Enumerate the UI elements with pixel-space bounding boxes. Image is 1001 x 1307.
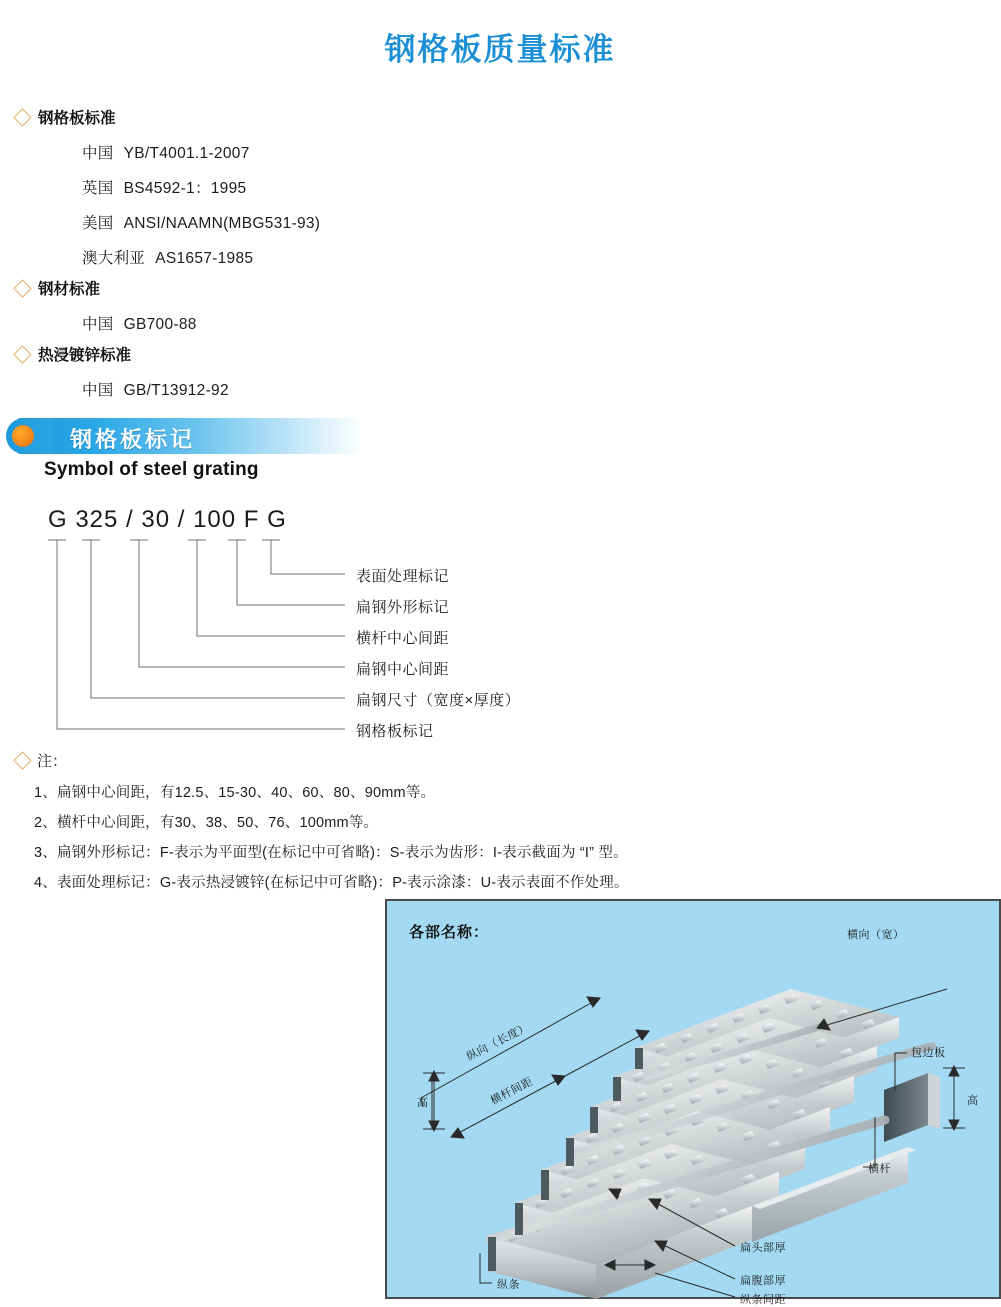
- note-line: 2、横杆中心间距，有30、38、50、76、100mm等。: [34, 815, 379, 831]
- symbol-label-bar-size: 扁钢尺寸（宽度×厚度）: [356, 692, 521, 709]
- standard-item: [82, 378, 320, 400]
- figure-label-crossbar: 横杆: [868, 1163, 891, 1175]
- symbol-label-crossbar-pitch: 横杆中心间距: [356, 630, 450, 647]
- standards-group-heading-label: 钢格板标准: [38, 110, 116, 127]
- standard-country: 中国: [82, 382, 114, 399]
- notes-heading: [16, 750, 67, 771]
- diamond-bullet-icon: [13, 108, 31, 126]
- figure-label-bar-pitch: 纵条间距: [740, 1294, 786, 1306]
- banner-title: 钢格板标记: [70, 427, 196, 452]
- note-line: 4、表面处理标记：G-表示热浸镀锌(在标记中可省略)：P-表示涂漆：U-表示表面不作处理。: [34, 875, 629, 891]
- symbol-label-surface-treatment: 表面处理标记: [356, 568, 450, 585]
- standards-group-heading-label: 钢材标准: [38, 281, 101, 298]
- banner-subtitle: Symbol of steel grating: [44, 459, 259, 480]
- figure-caption: 各部名称：: [409, 924, 490, 941]
- diamond-bullet-icon: [13, 279, 31, 297]
- standard-item: [82, 176, 320, 198]
- figure-label-head-thickness: 扁头部厚: [740, 1242, 786, 1254]
- figure-label-height-right: 高: [967, 1095, 979, 1107]
- standards-group-heading: [16, 343, 320, 365]
- standards-group-heading: [16, 277, 320, 299]
- standard-item: [82, 312, 320, 334]
- diamond-bullet-icon: [13, 345, 31, 363]
- section-banner: [0, 418, 372, 454]
- diamond-bullet-icon: [13, 751, 31, 769]
- figure-label-edge-plate: 包边板: [911, 1047, 946, 1059]
- standards-group-heading-label: 热浸镀锌标准: [38, 347, 132, 364]
- figure-label-width: 横向（宽）: [847, 929, 905, 941]
- standard-country: 中国: [82, 145, 114, 162]
- standard-item: [82, 141, 320, 163]
- figure-label-height-left: 高: [417, 1097, 429, 1109]
- standard-country: 澳大利亚: [82, 250, 146, 267]
- standard-code: GB700-88: [123, 316, 197, 333]
- figure-label-bearing-bar: 纵条: [497, 1279, 520, 1291]
- symbol-code: G 325 / 30 / 100 F G: [48, 506, 287, 533]
- notes-heading-label: 注：: [37, 753, 68, 770]
- figure-label-belly-thickness: 扁腹部厚: [740, 1275, 786, 1287]
- figure-label-length: 纵向（长度）: [464, 1021, 532, 1064]
- steel-grating-figure: [385, 899, 1001, 1306]
- standard-country: 英国: [82, 180, 114, 197]
- standard-country: 中国: [82, 316, 114, 333]
- grating-illustration: [387, 901, 999, 1297]
- standards-section: [16, 106, 320, 400]
- orange-circle-icon: [12, 425, 34, 447]
- standard-code: GB/T13912-92: [123, 382, 229, 399]
- symbol-label-bearing-bar-pitch: 扁钢中心间距: [356, 661, 450, 678]
- standards-group-heading: [16, 106, 320, 128]
- standard-item: [82, 246, 320, 268]
- note-line: 3、扁钢外形标记：F-表示为平面型(在标记中可省略)：S-表示为齿形：I-表示截面为 “I” 型。: [34, 845, 628, 861]
- page-title: 钢格板质量标准: [384, 32, 616, 67]
- standard-code: ANSI/NAAMN(MBG531-93): [123, 215, 321, 232]
- standard-code: BS4592-1：1995: [123, 180, 247, 197]
- note-line: 1、扁钢中心间距，有12.5、15-30、40、60、80、90mm等。: [34, 785, 436, 801]
- symbol-label-bar-shape: 扁钢外形标记: [356, 599, 450, 616]
- standard-item: [82, 211, 320, 233]
- symbol-label-grating-mark: 钢格板标记: [356, 723, 434, 740]
- standard-code: AS1657-1985: [155, 250, 254, 267]
- standard-code: YB/T4001.1-2007: [123, 145, 250, 162]
- figure-label-crossbar-pitch: 横杆间距: [488, 1075, 536, 1108]
- standard-country: 美国: [82, 215, 114, 232]
